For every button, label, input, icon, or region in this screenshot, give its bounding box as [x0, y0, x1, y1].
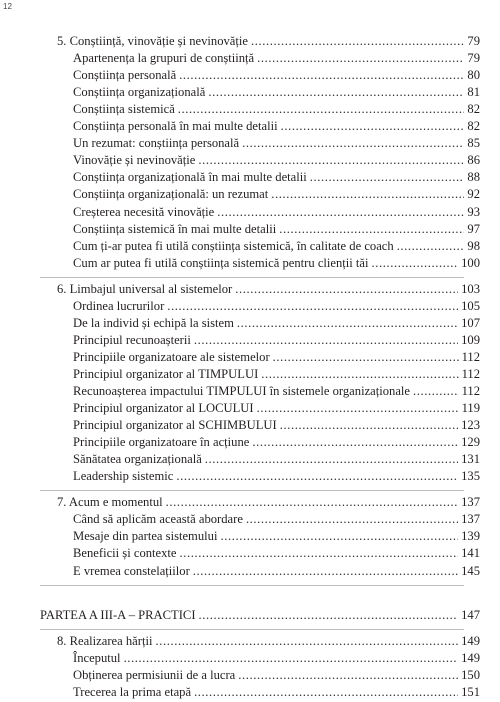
toc-title: Principiile organizatoare în acțiune [73, 435, 250, 450]
toc-page-number: 149 [461, 633, 480, 648]
toc-entry [73, 136, 480, 153]
dot-leader [180, 546, 459, 561]
toc-title: E vremea constelațiilor [73, 563, 190, 578]
dot-leader [220, 529, 458, 544]
toc-title: 5. Conștiință, vinovăție și nevinovăție [57, 34, 248, 48]
toc-entry [73, 384, 480, 401]
toc-page-number: 149 [461, 650, 480, 665]
toc-title: Principiul recunoașterii [73, 332, 191, 347]
toc-page-number: 103 [461, 281, 480, 296]
dot-leader [271, 187, 464, 202]
toc-page-number: 145 [461, 563, 480, 578]
toc-entry [73, 469, 480, 486]
toc-page-number: 98 [467, 238, 480, 253]
toc-title: Când să aplicăm această abordare [73, 512, 243, 527]
toc-entry [73, 529, 480, 546]
dot-leader [179, 68, 464, 83]
dot-leader [178, 102, 465, 117]
toc-entry [73, 333, 480, 350]
toc-title: Cum ți-ar putea fi utilă conștiința sistemică, în calitate de coach [73, 238, 394, 253]
dot-leader [397, 239, 465, 254]
toc-title: Obținerea permisiunii de a lucra [73, 667, 236, 682]
section-divider [40, 277, 464, 278]
toc-title: Conștiința organizațională: un rezumat [73, 187, 269, 202]
toc-title: Trecerea la prima etapă [73, 684, 192, 699]
toc-entry [73, 452, 480, 469]
toc-page-number: 112 [461, 384, 480, 398]
toc-title: 7. Acum e momentul [57, 495, 163, 510]
dot-leader [273, 350, 459, 365]
part-heading [40, 608, 480, 625]
toc-entry [73, 102, 480, 119]
toc-title: Conștiința personală [73, 68, 177, 83]
toc-entry [73, 651, 480, 668]
chapter-heading [57, 34, 480, 51]
toc-entry [73, 367, 480, 384]
toc-page-number: 137 [461, 512, 480, 527]
dot-leader [242, 136, 464, 151]
toc-page-number: 119 [461, 401, 480, 416]
toc-page-number: 105 [461, 298, 480, 313]
toc-entry [73, 68, 480, 85]
toc-title: Mesaje din partea sistemului [73, 529, 218, 544]
dot-leader [413, 384, 459, 399]
toc-title: Conștiința personală în mai multe detalii [73, 119, 278, 134]
toc-title: 8. Realizarea hărții [57, 633, 153, 648]
dot-leader [257, 401, 459, 416]
dot-leader [261, 367, 458, 382]
toc-entry [73, 401, 480, 418]
dot-leader [281, 119, 465, 134]
toc-page-number: 81 [467, 85, 480, 100]
toc-title: 6. Limbajul universal al sistemelor [57, 281, 233, 296]
toc-page-number: 93 [467, 204, 480, 219]
toc-entry [73, 685, 480, 702]
dot-leader [166, 495, 458, 510]
toc-title: Un rezumat: conștiința personală [73, 136, 240, 151]
toc-entry [73, 564, 480, 581]
toc-title: Principiul organizator al SCHIMBULUI [73, 418, 277, 433]
toc-entry [73, 316, 480, 333]
dot-leader [167, 299, 458, 314]
dot-leader [194, 333, 458, 348]
toc-page-number: 82 [467, 102, 480, 117]
dot-leader [217, 205, 464, 220]
toc-entry [73, 222, 480, 239]
dot-leader [237, 316, 458, 331]
toc-entry [73, 119, 480, 136]
toc-entry [73, 668, 480, 685]
toc-page-number: 107 [461, 315, 480, 330]
toc-entry [73, 256, 480, 273]
toc-page-number: 86 [467, 153, 480, 168]
dot-leader [279, 222, 464, 237]
toc-page-number: 137 [461, 495, 480, 510]
toc-title: PARTEA A III-A – PRACTICI [40, 607, 196, 622]
toc-page-number: 147 [461, 607, 480, 622]
dot-leader [208, 85, 464, 100]
page-number: 12 [3, 2, 12, 11]
toc-title: Conștiința sistemică [73, 102, 175, 117]
toc-page-number: 82 [467, 119, 480, 134]
toc-page-number: 150 [461, 667, 480, 682]
toc-title: De la individ și echipă la sistem [73, 315, 234, 330]
toc-entry [73, 512, 480, 529]
toc-page-number: 97 [467, 221, 480, 236]
toc-title: Creșterea necesită vinovăție [73, 204, 215, 219]
section-divider [40, 585, 464, 586]
dot-leader [238, 668, 458, 683]
toc-entry [73, 435, 480, 452]
toc-title: Cum ar putea fi utilă conștiința sistemică pentru clienții tăi [73, 255, 369, 270]
toc-page-number: 92 [467, 187, 480, 202]
toc-page-number: 129 [461, 435, 480, 450]
dot-leader [251, 34, 464, 49]
dot-leader [198, 153, 464, 168]
dot-leader [257, 51, 464, 66]
dot-leader [280, 418, 458, 433]
toc-page-number: 79 [467, 34, 480, 48]
dot-leader [194, 685, 458, 700]
dot-leader [193, 564, 458, 579]
toc-entry [73, 170, 480, 187]
toc-title: Conștiința sistemică în mai multe detalii [73, 221, 277, 236]
toc-page-number: 100 [461, 255, 480, 270]
dot-leader [124, 651, 459, 666]
toc-title: Beneficii și contexte [73, 546, 177, 561]
toc-page-number: 112 [461, 366, 480, 381]
toc-title: Recunoașterea impactului TIMPULUI în sistemele organizaționale [73, 384, 411, 398]
dot-leader [246, 512, 458, 527]
toc-page-number: 79 [467, 51, 480, 66]
chapter-heading [57, 282, 480, 299]
section-divider [40, 629, 464, 630]
dot-leader [155, 634, 458, 649]
toc-page-number: 88 [467, 170, 480, 185]
dot-leader [176, 469, 458, 484]
toc-title: Vinovăție și nevinovăție [73, 153, 196, 168]
toc-title: Începutul [73, 650, 121, 665]
toc-entry [73, 85, 480, 102]
toc-title: Conștiința organizațională [73, 85, 206, 100]
toc-entry [73, 51, 480, 68]
toc-page-number: 139 [461, 529, 480, 544]
toc-title: Principiile organizatoare ale sistemelor [73, 349, 270, 364]
toc-entry [73, 546, 480, 563]
toc-page-number: 112 [461, 349, 480, 364]
chapter-heading [57, 495, 480, 512]
toc-title: Ordinea lucrurilor [73, 298, 165, 313]
section-divider [40, 490, 464, 491]
toc-entry [73, 205, 480, 222]
toc-entry [73, 187, 480, 204]
toc-entry [73, 299, 480, 316]
toc-entry [73, 153, 480, 170]
toc-page-number: 80 [467, 68, 480, 83]
toc-entry [73, 350, 480, 367]
toc-page-number: 151 [461, 684, 480, 699]
toc-page-number: 141 [461, 546, 480, 561]
toc-title: Leadership sistemic [73, 469, 174, 484]
toc-entry [73, 239, 480, 256]
toc-title: Principiul organizator al TIMPULUI [73, 366, 259, 381]
dot-leader [205, 452, 458, 467]
toc-title: Sănătatea organizațională [73, 452, 202, 467]
toc-title: Principiul organizator al LOCULUI [73, 401, 254, 416]
toc-page-number: 109 [461, 332, 480, 347]
toc-page-number: 85 [467, 136, 480, 151]
toc-entry [73, 418, 480, 435]
toc-title: Conștiința organizațională în mai multe detalii [73, 170, 307, 185]
chapter-heading [57, 634, 480, 651]
toc-page-number: 123 [461, 418, 480, 433]
toc-title: Apartenența la grupuri de conștiință [73, 51, 255, 66]
dot-leader [310, 170, 465, 185]
toc-page-number: 131 [461, 452, 480, 467]
toc-page-number: 135 [461, 469, 480, 484]
dot-leader [252, 435, 458, 450]
dot-leader [235, 282, 458, 297]
dot-leader [199, 608, 459, 623]
dot-leader [372, 256, 459, 271]
